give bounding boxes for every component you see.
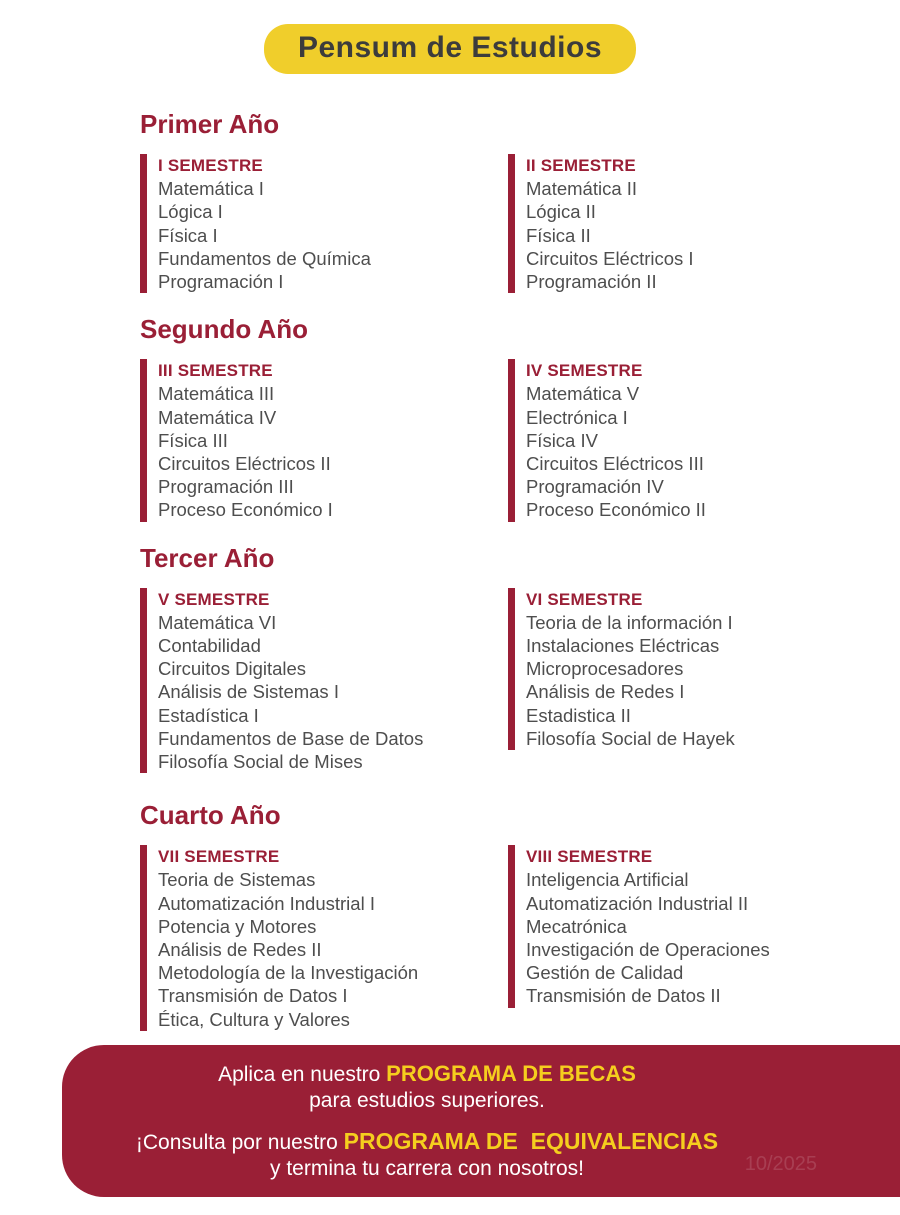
course-list	[526, 177, 870, 293]
semester-label: VIII SEMESTRE	[526, 847, 653, 867]
course-item: Teoria de Sistemas	[158, 869, 316, 891]
year-section-tercer	[140, 544, 870, 774]
course-item: Investigación de Operaciones	[526, 939, 770, 961]
course-item: Circuitos Eléctricos II	[158, 453, 331, 475]
semester-label: VI SEMESTRE	[526, 589, 643, 609]
course-item: Transmisión de Datos I	[158, 985, 348, 1007]
course-list	[158, 611, 508, 773]
semester-block	[508, 154, 870, 293]
course-item: Matemática V	[526, 383, 640, 405]
course-item: Análisis de Redes II	[158, 939, 322, 961]
semester-column	[508, 154, 870, 293]
course-item: Transmisión de Datos II	[526, 985, 721, 1007]
semester-label: VII SEMESTRE	[158, 847, 280, 867]
footer-line-becas	[62, 1061, 792, 1088]
footer-line-equivalencias	[62, 1128, 792, 1156]
course-item: Estadística I	[158, 704, 259, 726]
course-item: Proceso Económico I	[158, 499, 333, 521]
curriculum-content	[0, 110, 900, 1031]
semester-label: IV SEMESTRE	[526, 361, 643, 381]
course-item: Filosofía Social de Mises	[158, 751, 363, 773]
course-item: Matemática VI	[158, 611, 277, 633]
programa-equivalencias-highlight: PROGRAMA DE EQUIVALENCIAS	[343, 1127, 719, 1154]
year-heading: Cuarto Año	[140, 800, 281, 831]
course-item: Metodología de la Investigación	[158, 962, 419, 984]
year-heading: Tercer Año	[140, 542, 275, 573]
semester-block	[508, 588, 870, 750]
course-item: Lógica II	[526, 201, 596, 223]
course-item: Programación IV	[526, 476, 664, 498]
course-list	[158, 868, 508, 1030]
course-item: Electrónica I	[526, 406, 628, 428]
course-item: Proceso Económico II	[526, 499, 706, 521]
semester-column	[140, 845, 508, 1031]
course-item: Gestión de Calidad	[526, 962, 684, 984]
course-item: Física III	[158, 429, 228, 451]
footer-banner	[62, 1045, 900, 1197]
course-item: Matemática II	[526, 178, 638, 200]
year-heading: Segundo Año	[140, 314, 309, 345]
semester-row	[140, 845, 870, 1031]
footer-line-superiores: para estudios superiores.	[309, 1088, 545, 1112]
course-item: Programación II	[526, 271, 657, 293]
course-item: Circuitos Eléctricos I	[526, 247, 694, 269]
course-item: Automatización Industrial I	[158, 892, 375, 914]
semester-label: I SEMESTRE	[158, 156, 263, 175]
course-item: Microprocesadores	[526, 658, 684, 680]
footer-line-carrera: y termina tu carrera con nosotros!	[270, 1156, 584, 1180]
course-item: Lógica I	[158, 201, 223, 223]
header	[0, 0, 900, 74]
semester-column	[508, 359, 870, 521]
course-item: Matemática III	[158, 383, 275, 405]
course-item: Matemática IV	[158, 406, 277, 428]
course-item: Potencia y Motores	[158, 915, 317, 937]
semester-row	[140, 154, 870, 293]
course-item: Filosofía Social de Hayek	[526, 727, 735, 749]
course-item: Automatización Industrial II	[526, 892, 749, 914]
course-list	[158, 177, 508, 293]
course-item: Circuitos Eléctricos III	[526, 453, 704, 475]
date-watermark: 10/2025	[744, 1153, 817, 1175]
semester-block	[140, 359, 508, 521]
semester-block	[140, 588, 508, 774]
course-item: Física I	[158, 224, 218, 246]
semester-row	[140, 588, 870, 774]
footer-text: Aplica en nuestro	[218, 1062, 387, 1086]
course-item: Ética, Cultura y Valores	[158, 1008, 350, 1030]
footer-text: ¡Consulta por nuestro	[135, 1130, 344, 1154]
course-item: Teoria de la información I	[526, 611, 733, 633]
semester-column	[140, 359, 508, 521]
course-item: Fundamentos de Química	[158, 247, 371, 269]
semester-column	[140, 588, 508, 774]
course-item: Instalaciones Eléctricas	[526, 635, 720, 657]
course-item: Inteligencia Artificial	[526, 869, 689, 891]
programa-becas-highlight: PROGRAMA DE BECAS	[386, 1060, 636, 1086]
page-title: Pensum de Estudios	[297, 31, 603, 64]
semester-block	[140, 154, 508, 293]
course-item: Programación III	[158, 476, 294, 498]
title-banner	[264, 24, 636, 74]
semester-row	[140, 359, 870, 521]
course-item: Fundamentos de Base de Datos	[158, 727, 424, 749]
course-item: Mecatrónica	[526, 915, 627, 937]
year-section-segundo	[140, 315, 870, 521]
course-item: Circuitos Digitales	[158, 658, 307, 680]
semester-column	[140, 154, 508, 293]
semester-block	[508, 845, 870, 1007]
year-section-primer	[140, 110, 870, 293]
course-list	[526, 611, 870, 750]
course-item: Programación I	[158, 271, 284, 293]
course-item: Física IV	[526, 429, 598, 451]
year-heading: Primer Año	[140, 109, 280, 139]
semester-column	[508, 588, 870, 750]
course-list	[526, 868, 870, 1007]
course-item: Estadistica II	[526, 704, 631, 726]
course-list	[158, 382, 508, 521]
course-item: Análisis de Sistemas I	[158, 681, 339, 703]
course-item: Física II	[526, 224, 591, 246]
course-item: Matemática I	[158, 178, 264, 200]
semester-column	[508, 845, 870, 1007]
semester-block	[140, 845, 508, 1031]
semester-label: III SEMESTRE	[158, 361, 273, 381]
semester-label: V SEMESTRE	[158, 589, 270, 609]
course-item: Contabilidad	[158, 635, 261, 657]
semester-block	[508, 359, 870, 521]
year-section-cuarto	[140, 801, 870, 1031]
course-list	[526, 382, 870, 521]
course-item: Análisis de Redes I	[526, 681, 685, 703]
semester-label: II SEMESTRE	[526, 156, 636, 175]
